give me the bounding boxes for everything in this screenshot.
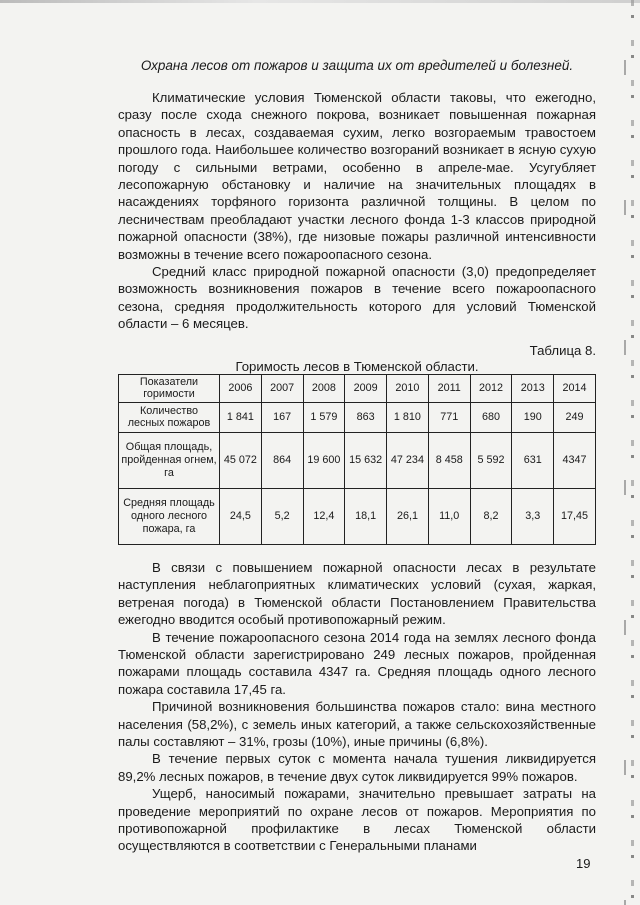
table-cell: 8 458 [428, 432, 470, 488]
row-label-cell: Средняя площадь одного лесного пожара, га [119, 488, 220, 544]
table-cell: 863 [345, 402, 387, 432]
paragraph: В связи с повышением пожарной опасности лесах в результате наступления неблагоприятных климатических условий (сухая, жаркая, ветреная погода) в Тюменской области Постановлением Правительства ежегодно вводится особый противопожарный режим. [118, 559, 596, 628]
row-label-cell: Количество лесных пожаров [119, 402, 220, 432]
header-cell: 2012 [470, 374, 512, 402]
table-header-row [119, 374, 596, 402]
table-cell: 1 810 [387, 402, 429, 432]
table-row [119, 402, 596, 432]
fire-statistics-table [118, 374, 596, 545]
paragraph: Климатические условия Тюменской области таковы, что ежегодно, сразу после схода снежного покрова, возникает повышенная пожарная опасность в лесах, создаваемая сухим, легко возгораемым травостоем прошлого года. Наибольшее количество возгораний возникает в ясную сухую погоду с сильными ветрами, особенно в апреле-мае. Усугубляет лесопожарную обстановку и наличие на значительных площадях в насаждениях торфяного горизонта различной толщины. В целом по лесничествам преобладают участки лесного фонда 1-3 классов природной пожарной опасности (38%), где низовые пожары различной интенсивности возможны в течение всего пожароопасного сезона. [118, 90, 596, 262]
table-cell: 17,45 [554, 488, 596, 544]
header-cell: 2008 [303, 374, 345, 402]
table-cell: 12,4 [303, 488, 345, 544]
table-cell: 771 [428, 402, 470, 432]
table-cell: 631 [512, 432, 554, 488]
table-cell: 18,1 [345, 488, 387, 544]
paragraph: В течение первых суток с момента начала тушения ликвидируется 89,2% лесных пожаров, в течение двух суток ликвидируется 99% пожаров. [118, 751, 596, 784]
header-cell: 2014 [554, 374, 596, 402]
header-cell: 2013 [512, 374, 554, 402]
table-cell: 190 [512, 402, 554, 432]
header-cell: 2006 [220, 374, 262, 402]
table-cell: 24,5 [220, 488, 262, 544]
table-cell: 11,0 [428, 488, 470, 544]
table-row [119, 488, 596, 544]
table-cell: 26,1 [387, 488, 429, 544]
table-row [119, 432, 596, 488]
table-cell: 5,2 [261, 488, 303, 544]
scan-top-edge [0, 0, 640, 3]
header-cell: 2007 [261, 374, 303, 402]
table-cell: 1 841 [220, 402, 262, 432]
table-cell: 45 072 [220, 432, 262, 488]
header-cell: Показатели горимости [119, 374, 220, 402]
paragraph: Причиной возникновения большинства пожаров стало: вина местного населения (58,2%), с земель иных категорий, а также сельскохозяйственные палы составляют – 31%, грозы (10%), иные причины (6,8%). [118, 699, 596, 749]
table-title: Горимость лесов в Тюменской области. [235, 358, 479, 374]
table-cell: 19 600 [303, 432, 345, 488]
table-cell: 1 579 [303, 402, 345, 432]
page-number: 19 [576, 856, 591, 871]
table-cell: 15 632 [345, 432, 387, 488]
scan-right-edge [631, 0, 634, 905]
paragraph: Средний класс природной пожарной опасности (3,0) предопределяет возможность возникновения пожаров в течение всего пожароопасного сезона, средняя продолжительность которого для условий Тюменской области – 6 месяцев. [118, 264, 596, 332]
paragraph: Ущерб, наносимый пожарами, значительно превышает затраты на проведение мероприятий по охране лесов от пожаров. Мероприятия по противопожарной профилактике в лесах Тюменской области осуществляются в соответствии с Генеральными планами [118, 786, 596, 854]
table-cell: 3,3 [512, 488, 554, 544]
scan-right-edge-marks [624, 0, 626, 905]
table-cell: 47 234 [387, 432, 429, 488]
header-cell: 2010 [387, 374, 429, 402]
table-label: Таблица 8. [529, 342, 596, 358]
table-cell: 8,2 [470, 488, 512, 544]
table-cell: 680 [470, 402, 512, 432]
row-label-cell: Общая площадь, пройденная огнем, га [119, 432, 220, 488]
section-heading: Охрана лесов от пожаров и защита их от вредителей и болезней. [140, 58, 574, 73]
header-cell: 2009 [345, 374, 387, 402]
table-cell: 249 [554, 402, 596, 432]
table-cell: 864 [261, 432, 303, 488]
table-cell: 4347 [554, 432, 596, 488]
paragraph: В течение пожароопасного сезона 2014 года на землях лесного фонда Тюменской области зарегистрировано 249 лесных пожаров, пройденная пожарами площадь составила 4347 га. Средняя площадь одного лесного пожара составила 17,45 га. [118, 629, 596, 697]
header-cell: 2011 [428, 374, 470, 402]
document-page [118, 58, 596, 855]
table-cell: 5 592 [470, 432, 512, 488]
table-cell: 167 [261, 402, 303, 432]
